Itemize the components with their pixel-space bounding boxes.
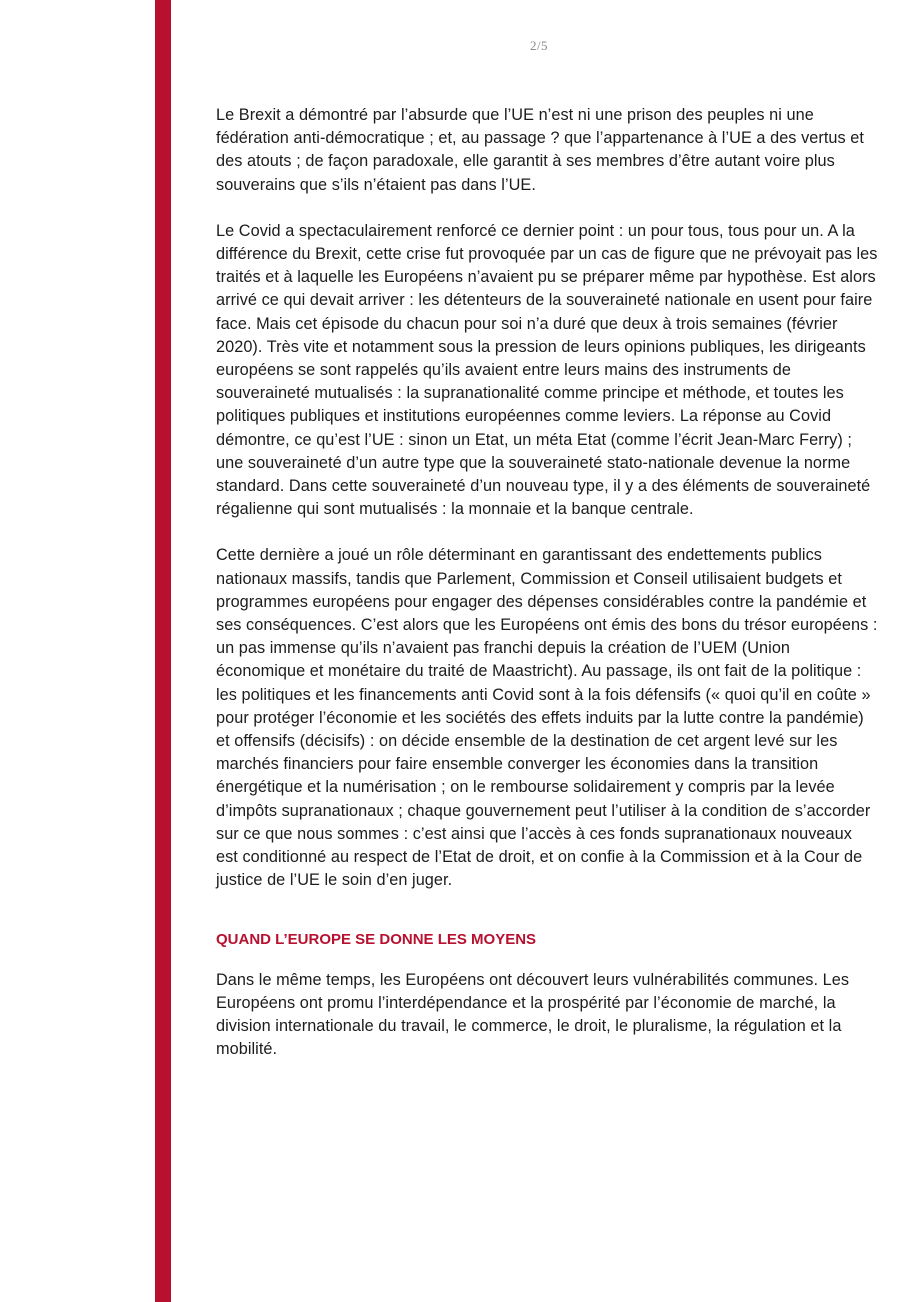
- page-number: 2/5: [529, 38, 549, 53]
- section-heading: QUAND L’EUROPE SE DONNE LES MOYENS: [216, 930, 537, 948]
- article-body: [216, 104, 878, 1084]
- paragraph-covid: Le Covid a spectaculairement renforcé ce dernier point : un pour tous, tous pour un. A la différence du Brexit, cette crise fut provoquée par un cas de figure que ne prévoyait pas les traités et à laquelle les Européens n’avaient pu se préparer même par hypothèse. Est alors arrivé ce qui devait arriver : les détenteurs de la souveraineté nationale en usent pour faire face. Mais cet épisode du chacun pour soi n’a duré que deux à trois semaines (février 2020). Très vite et notamment sous la pression de leurs opinions publiques, les dirigeants européens se sont rappelés qu’ils avaient entre leurs mains des instruments de souveraineté mutualisés : la supranationalité comme principe et méthode, et toutes les politiques publiques et institutions européennes comme leviers. La réponse au Covid démontre, ce qu’est l’UE : sinon un Etat, un méta Etat (comme l’écrit Jean-Marc Ferry) ; une souveraineté d’un autre type que la souveraineté stato-nationale devenue la norme standard. Dans cette souveraineté d’un nouveau type, il y a des éléments de souveraineté régalienne qui sont mutualisés : la monnaie et la banque centrale.: [216, 221, 878, 519]
- paragraph-brexit: Le Brexit a démontré par l’absurde que l’UE n’est ni une prison des peuples ni une fédération anti-démocratique ; et, au passage ? que l’appartenance à l’UE a des vertus et des atouts ; de façon paradoxale, elle garantit à ses membres d’être autant voire plus souverains que s’ils n’étaient pas dans l’UE.: [216, 106, 864, 194]
- accent-side-bar: [155, 0, 171, 1302]
- paragraph-vulnerabilities: Dans le même temps, les Européens ont découvert leurs vulnérabilités communes. Les Européens ont promu l’interdépendance et la prospérité par l’économie de marché, la division internationale du travail, le commerce, le droit, le pluralisme, la régulation et la mobilité.: [216, 970, 850, 1059]
- paragraph-central-bank: Cette dernière a joué un rôle déterminant en garantissant des endettements publics nationaux massifs, tandis que Parlement, Commission et Conseil utilisaient budgets et programmes européens pour engager des dépenses considérables contre la pandémie et ses conséquences. C’est alors que les Européens ont émis des bons du trésor européens : un pas immense qu’ils n’avaient pas franchi depuis la création de l’UEM (Union économique et monétaire du traité de Maastricht). Au passage, ils ont fait de la politique : les politiques et les financements anti Covid sont à la fois défensifs (« quoi qu’il en coûte » pour protéger l’économie et les sociétés des effets induits par la lutte contre la pandémie) et offensifs (décisifs) : on décide ensemble de la destination de cet argent levé sur les marchés financiers pour faire ensemble converger les économies dans la transition énergétique et la numérisation ; on le rembourse solidairement y compris par la levée d’impôts supranationaux ; chaque gouvernement peut l’utiliser à la condition de s’accorder sur ce que nous sommes : c’est ainsi que l’accès à ces fonds supranationaux nouveaux est conditionné au respect de l’Etat de droit, et on confie à la Commission et à la Cour de justice de l’UE le soin d’en juger.: [216, 546, 878, 890]
